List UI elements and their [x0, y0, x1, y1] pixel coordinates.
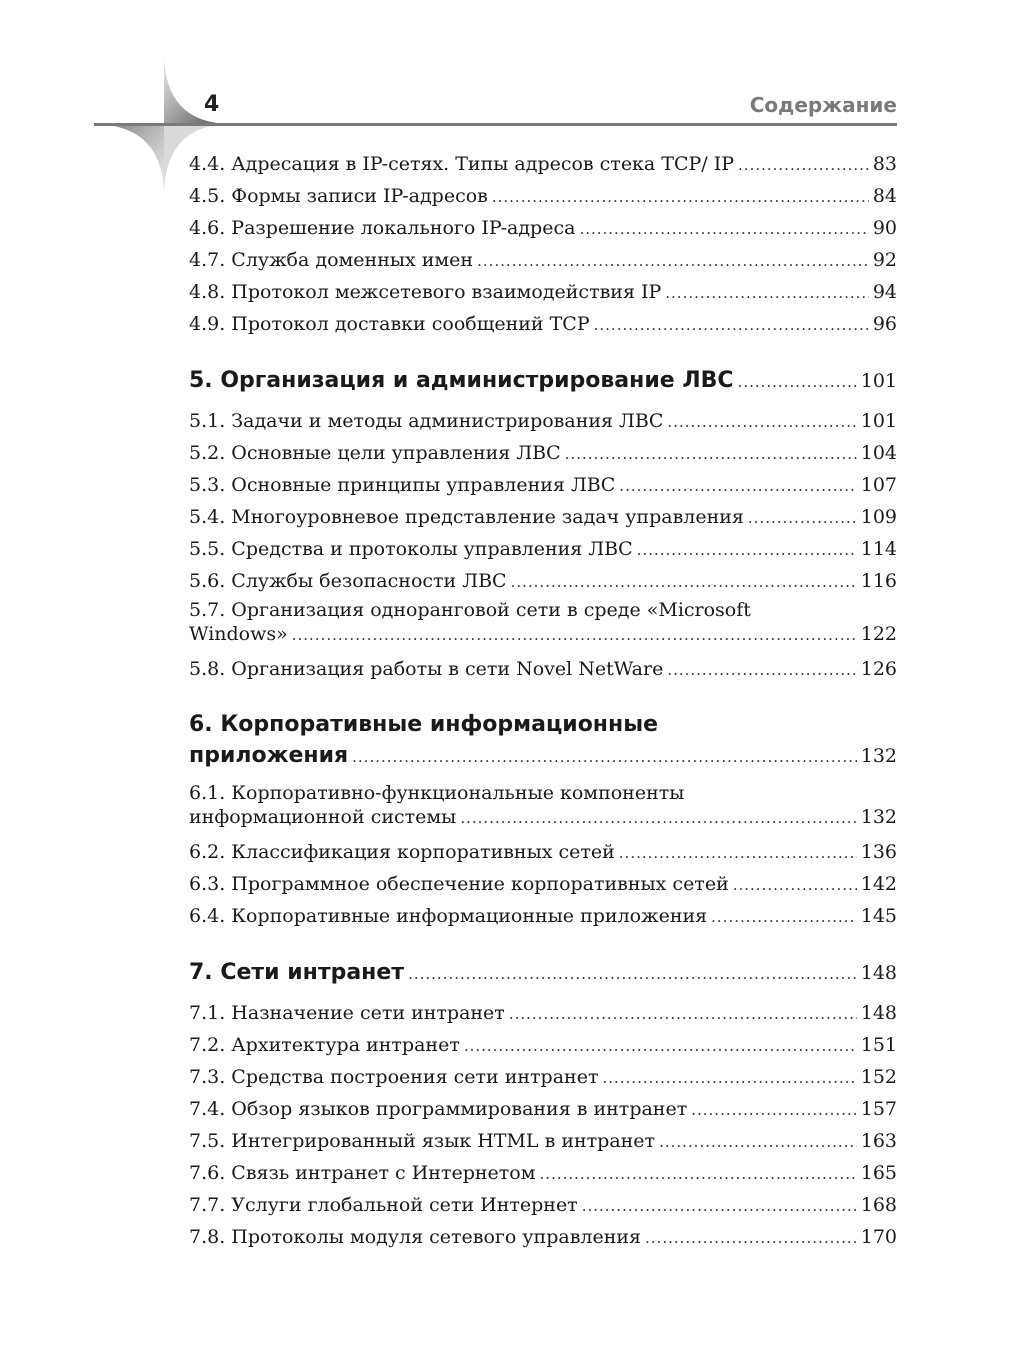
toc-entry-label-line1: 5.7. Организация одноранговой сети в среде «Microsoft: [189, 599, 751, 621]
page-number: 4: [204, 92, 220, 117]
toc-entry[interactable]: [189, 1062, 897, 1094]
toc-entry-page: 157: [860, 1098, 897, 1120]
dot-leader: [540, 1159, 857, 1190]
toc-entry-label: 5.3. Основные принципы управления ЛВС: [189, 474, 616, 496]
dot-leader: [738, 150, 869, 181]
toc-entry[interactable]: [189, 1094, 897, 1126]
dot-leader: [352, 741, 857, 773]
dot-leader: [464, 1031, 857, 1062]
toc-entry-page: 83: [872, 153, 897, 175]
toc-entry[interactable]: [189, 213, 897, 245]
dot-leader: [594, 310, 869, 341]
toc-entry[interactable]: [189, 566, 897, 598]
toc-entry-page: 94: [872, 281, 897, 303]
toc-chapter-heading-5[interactable]: [189, 365, 897, 398]
toc-entry-label: 6.2. Классификация корпоративных сетей: [189, 841, 615, 863]
toc-section-ch6: [189, 781, 897, 933]
toc-entry[interactable]: [189, 277, 897, 309]
toc-entry-label: 5.5. Средства и протоколы управления ЛВС: [189, 538, 633, 560]
toc-entry-page: 126: [860, 658, 897, 680]
toc-entry[interactable]: [189, 901, 897, 933]
toc-entry[interactable]: [189, 470, 897, 502]
toc-entry-page: 136: [860, 841, 897, 863]
toc-entry-label: 7.1. Назначение сети интранет: [189, 1002, 505, 1024]
toc-entry-page: 151: [860, 1034, 897, 1056]
toc-entry[interactable]: [189, 869, 897, 901]
dot-leader: [738, 366, 857, 398]
toc-entry-label: 4.6. Разрешение локального IP-адреса: [189, 217, 576, 239]
toc-entry-page: 145: [860, 905, 897, 927]
chapter-page: 148: [860, 962, 897, 984]
toc-entry-page: 142: [860, 873, 897, 895]
running-title: Содержание: [749, 93, 897, 117]
toc-entry-label: 6.3. Программное обеспечение корпоративных сетей: [189, 873, 729, 895]
toc-section-ch5: [189, 406, 897, 686]
toc-entry-label: 5.2. Основные цели управления ЛВС: [189, 442, 561, 464]
toc-entry-label: 5.4. Многоуровневое представление задач управления: [189, 506, 744, 528]
toc-entry-label: 5.1. Задачи и методы администрирования ЛВС: [189, 410, 664, 432]
toc-entry-page: 107: [860, 474, 897, 496]
dot-leader: [619, 838, 857, 869]
dot-leader: [619, 471, 856, 502]
toc-section-ch4: [189, 149, 897, 341]
toc-entry-page: 165: [860, 1162, 897, 1184]
chapter-page: 132: [860, 745, 897, 767]
toc-entry-multiline[interactable]: [189, 598, 897, 647]
toc-entry-page: 132: [860, 806, 897, 828]
toc-entry-page: 163: [860, 1130, 897, 1152]
toc-entry[interactable]: [189, 438, 897, 470]
toc-entry-label: 5.8. Организация работы в сети Novel NetWare: [189, 658, 664, 680]
toc-entry[interactable]: [189, 245, 897, 277]
toc-entry-page: 101: [860, 410, 897, 432]
toc-entry-label: 4.8. Протокол межсетевого взаимодействия IP: [189, 281, 662, 303]
dot-leader: [645, 1223, 857, 1254]
toc-entry-label: 4.9. Протокол доставки сообщений TCP: [189, 313, 590, 335]
toc-entry-page: 116: [860, 570, 897, 592]
toc-entry[interactable]: [189, 1158, 897, 1190]
dot-leader: [637, 535, 857, 566]
toc-entry-page: 92: [872, 249, 897, 271]
dot-leader: [511, 567, 857, 598]
dot-leader: [408, 958, 857, 990]
dot-leader: [492, 182, 869, 213]
chapter-title-line2: приложения: [189, 743, 349, 768]
toc-chapter-heading-6[interactable]: [189, 710, 897, 773]
dot-leader: [477, 246, 869, 277]
toc-entry-label: 7.7. Услуги глобальной сети Интернет: [189, 1194, 578, 1216]
toc-entry-page: 84: [872, 185, 897, 207]
toc-section-ch7: [189, 998, 897, 1254]
dot-leader: [659, 1127, 857, 1158]
toc-entry-label: 4.7. Служба доменных имен: [189, 249, 474, 271]
toc-entry-page: 104: [860, 442, 897, 464]
toc-entry-label: 5.6. Службы безопасности ЛВС: [189, 570, 507, 592]
dot-leader: [292, 623, 857, 647]
chapter-title: 5. Организация и администрирование ЛВС: [189, 368, 734, 393]
toc-entry[interactable]: [189, 149, 897, 181]
toc-entry-label: 7.5. Интегрированный язык HTML в интранет: [189, 1130, 656, 1152]
toc-entry-label-line2: Windows»: [189, 623, 288, 645]
toc-entry-page: 90: [872, 217, 897, 239]
dot-leader: [565, 439, 857, 470]
dot-leader: [748, 503, 857, 534]
dot-leader: [665, 278, 869, 309]
toc-entry[interactable]: [189, 1222, 897, 1254]
dot-leader: [667, 407, 856, 438]
dot-leader: [509, 999, 857, 1030]
toc-entry-page: 96: [872, 313, 897, 335]
toc-entry-page: 122: [860, 623, 897, 645]
toc-entry-label: 4.5. Формы записи IP-адресов: [189, 185, 488, 207]
header-rule: [94, 123, 897, 126]
toc-entry-page: 170: [860, 1226, 897, 1248]
dot-leader: [582, 1191, 857, 1222]
chapter-title-line1: 6. Корпоративные информационные: [189, 712, 659, 737]
dot-leader: [691, 1095, 857, 1126]
toc-entry-label: 7.8. Протоколы модуля сетевого управления: [189, 1226, 642, 1248]
toc-entry[interactable]: [189, 1126, 897, 1158]
dot-leader: [602, 1063, 856, 1094]
toc-entry-page: 114: [860, 538, 897, 560]
toc-entry-label: 7.2. Архитектура интранет: [189, 1034, 460, 1056]
dot-leader: [711, 902, 857, 933]
toc-entry-label-line2: информационной системы: [189, 806, 457, 828]
toc-entry[interactable]: [189, 406, 897, 438]
toc-chapter-heading-7[interactable]: [189, 957, 897, 990]
toc-entry[interactable]: [189, 1190, 897, 1222]
toc-entry-multiline[interactable]: [189, 781, 897, 830]
dot-leader: [667, 655, 856, 686]
toc-entry-label: 7.6. Связь интранет с Интернетом: [189, 1162, 536, 1184]
toc-entry-label-line1: 6.1. Корпоративно-функциональные компоненты: [189, 782, 685, 804]
toc-entry[interactable]: [189, 534, 897, 566]
toc-entry[interactable]: [189, 502, 897, 534]
chapter-title: 7. Сети интранет: [189, 960, 405, 985]
toc-entry[interactable]: [189, 1030, 897, 1062]
toc-entry-page: 148: [860, 1002, 897, 1024]
dot-leader: [460, 806, 856, 830]
toc-entry-page: 109: [860, 506, 897, 528]
toc-entry-label: 7.3. Средства построения сети интранет: [189, 1066, 599, 1088]
toc-entry[interactable]: [189, 181, 897, 213]
toc-entry[interactable]: [189, 654, 897, 686]
table-of-contents: [189, 149, 897, 1254]
toc-entry[interactable]: [189, 309, 897, 341]
toc-entry-page: 168: [860, 1194, 897, 1216]
dot-leader: [579, 214, 868, 245]
toc-entry-page: 152: [860, 1066, 897, 1088]
toc-entry-label: 4.4. Адресация в IP-сетях. Типы адресов стека TCP/ IP: [189, 153, 735, 175]
toc-entry[interactable]: [189, 837, 897, 869]
toc-entry-label: 7.4. Обзор языков программирования в интранет: [189, 1098, 688, 1120]
chapter-page: 101: [860, 370, 897, 392]
toc-entry-label: 6.4. Корпоративные информационные приложения: [189, 905, 708, 927]
toc-entry[interactable]: [189, 998, 897, 1030]
dot-leader: [733, 870, 857, 901]
